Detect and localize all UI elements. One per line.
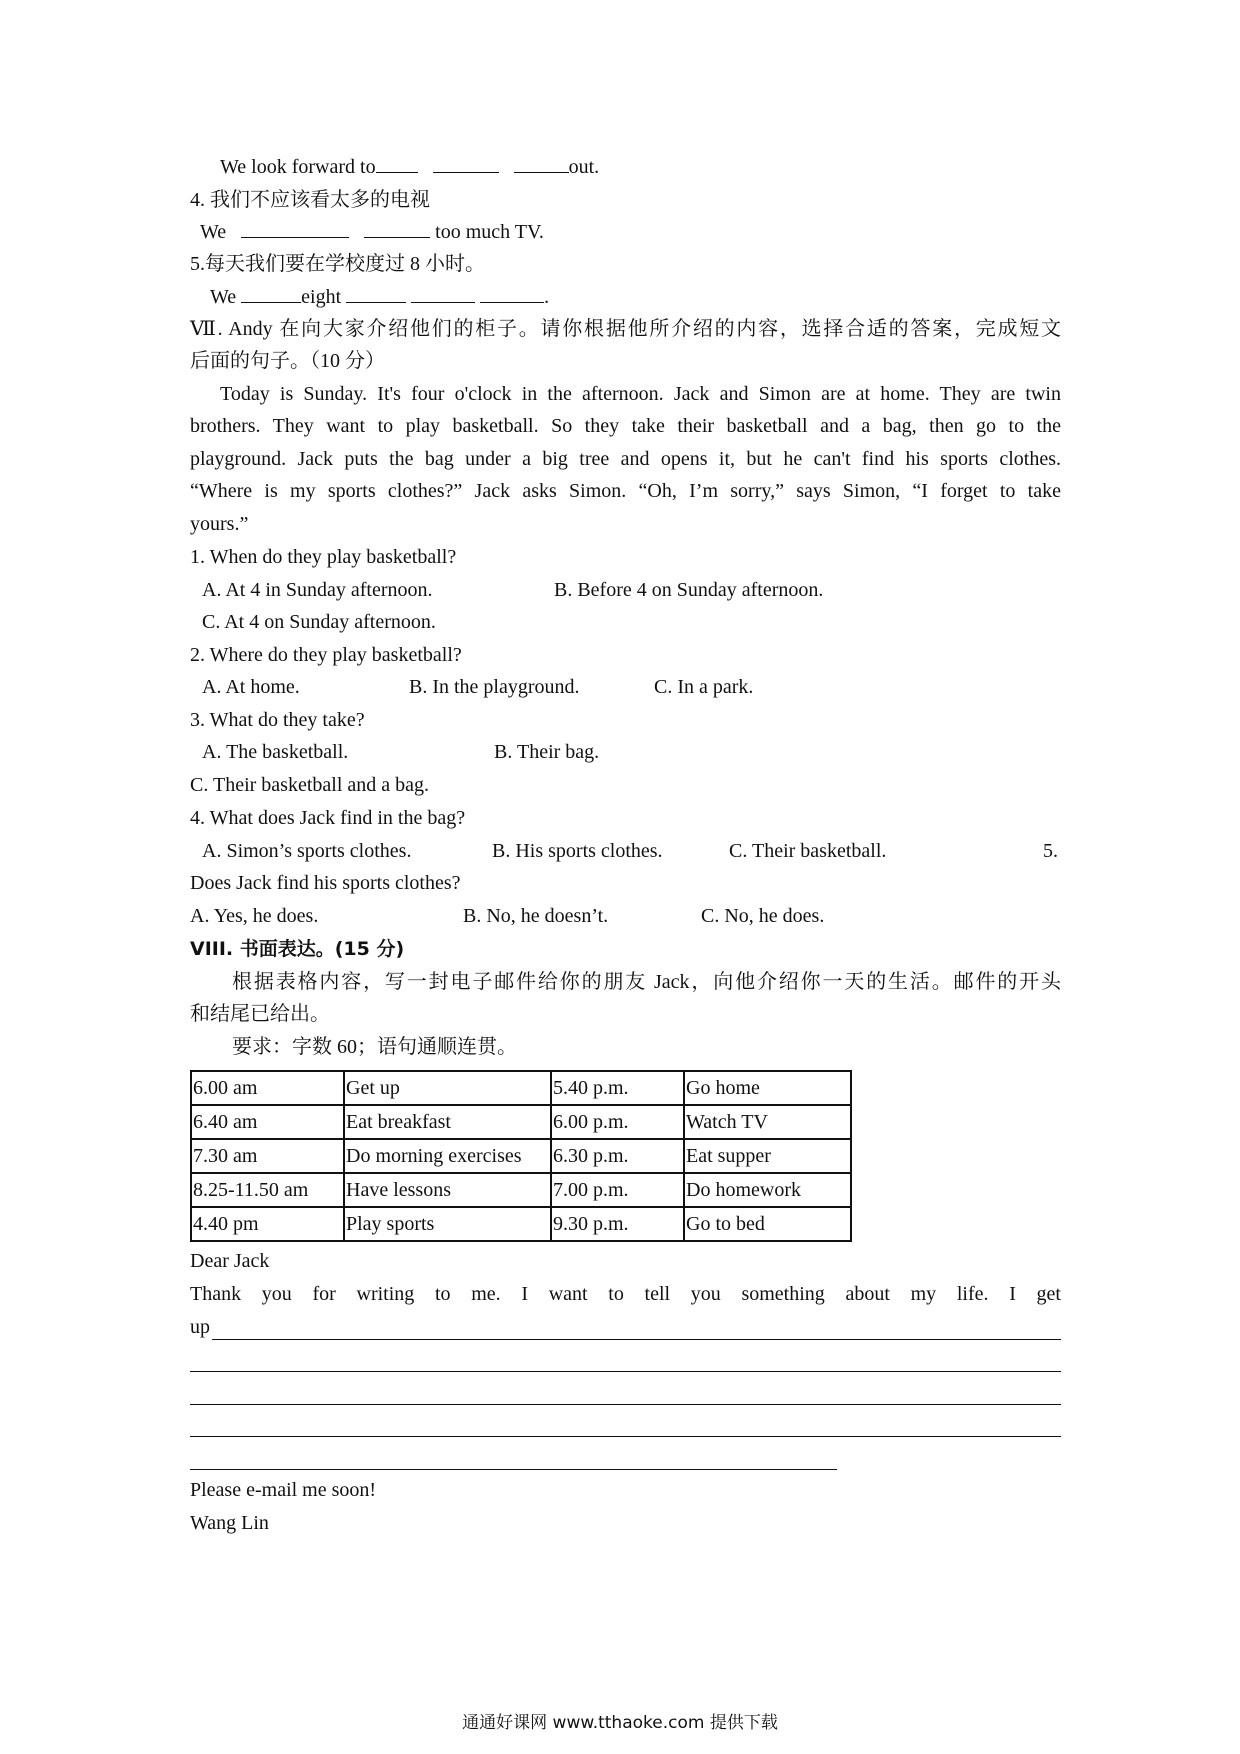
option-2b[interactable]: B. In the playground. <box>409 676 580 698</box>
table-cell: Do homework <box>684 1173 851 1207</box>
option-3a[interactable]: A. The basketball. <box>202 741 349 763</box>
table-cell: Have lessons <box>344 1173 551 1207</box>
table-cell: 6.40 am <box>191 1105 344 1139</box>
question-2: 2. Where do they play basketball? <box>190 644 462 666</box>
writing-line[interactable] <box>190 1436 1061 1437</box>
page-footer: 通通好课网 www.tthaoke.com 提供下载 <box>462 1713 778 1733</box>
option-3b[interactable]: B. Their bag. <box>494 741 600 763</box>
option-1a[interactable]: A. At 4 in Sunday afternoon. <box>202 579 433 601</box>
passage-line: “Where is my sports clothes?” Jack asks Simon. “Oh, I’m sorry,” says Simon, “I forget to take <box>190 480 1061 502</box>
section-7-heading: Ⅶ. Andy 在向大家介绍他们的柜子。请你根据他所介绍的内容，选择合适的答案，完成短文 <box>190 318 1061 340</box>
blank[interactable] <box>411 284 475 303</box>
table-cell: 6.00 am <box>191 1071 344 1105</box>
table-cell: 7.30 am <box>191 1139 344 1173</box>
letter-signature: Wang Lin <box>190 1512 269 1534</box>
writing-line[interactable] <box>212 1339 1061 1340</box>
section-8-requirement: 要求：字数 60；语句通顺连贯。 <box>232 1036 517 1058</box>
table-cell: Get up <box>344 1071 551 1105</box>
table-row <box>191 1071 851 1105</box>
passage-line: Today is Sunday. It's four o'clock in the afternoon. Jack and Simon are at home. They are twin <box>220 383 1061 405</box>
blank[interactable] <box>241 219 349 238</box>
passage-line: yours.” <box>190 513 249 535</box>
option-4a[interactable]: A. Simon’s sports clothes. <box>202 840 412 862</box>
option-4c[interactable]: C. Their basketball. <box>729 840 887 862</box>
question-5-number: 5. <box>1043 840 1058 862</box>
table-cell: 9.30 p.m. <box>551 1207 684 1241</box>
option-4b[interactable]: B. His sports clothes. <box>492 840 663 862</box>
blank[interactable] <box>480 284 544 303</box>
passage-line: brothers. They want to play basketball. So they take their basketball and a bag, then go to the <box>190 415 1061 437</box>
table-cell: Go home <box>684 1071 851 1105</box>
table-cell: 5.40 p.m. <box>551 1071 684 1105</box>
table-cell: Eat breakfast <box>344 1105 551 1139</box>
table-cell: 7.00 p.m. <box>551 1173 684 1207</box>
option-5b[interactable]: B. No, he doesn’t. <box>463 905 609 927</box>
blank[interactable] <box>376 154 418 173</box>
table-cell: Watch TV <box>684 1105 851 1139</box>
question-5-chinese: 5.每天我们要在学校度过 8 小时。 <box>190 253 485 275</box>
question-4-chinese: 4. 我们不应该看太多的电视 <box>190 189 430 211</box>
option-5c[interactable]: C. No, he does. <box>701 905 825 927</box>
writing-line[interactable] <box>190 1404 1061 1405</box>
writing-line[interactable] <box>190 1469 837 1470</box>
table-row <box>191 1207 851 1241</box>
table-cell: 8.25-11.50 am <box>191 1173 344 1207</box>
table-cell: Eat supper <box>684 1139 851 1173</box>
schedule-table <box>190 1070 852 1242</box>
blank[interactable] <box>241 284 301 303</box>
letter-closing: Please e-mail me soon! <box>190 1479 377 1501</box>
section-8-instruction: 根据表格内容，写一封电子邮件给你的朋友 Jack，向他介绍你一天的生活。邮件的开头 <box>232 971 1061 993</box>
table-row <box>191 1139 851 1173</box>
question-5: Does Jack find his sports clothes? <box>190 872 461 894</box>
table-row <box>191 1105 851 1139</box>
letter-line: Thank you for writing to me. I want to tell you something about my life. I get <box>190 1283 1061 1305</box>
option-2a[interactable]: A. At home. <box>202 676 300 698</box>
table-cell: Go to bed <box>684 1207 851 1241</box>
letter-greeting: Dear Jack <box>190 1250 270 1272</box>
fill-sentence-3: We look forward to out. <box>220 156 600 178</box>
option-5a[interactable]: A. Yes, he does. <box>190 905 319 927</box>
question-4: 4. What does Jack find in the bag? <box>190 807 466 829</box>
blank[interactable] <box>346 284 406 303</box>
option-1b[interactable]: B. Before 4 on Sunday afternoon. <box>554 579 824 601</box>
question-1: 1. When do they play basketball? <box>190 546 457 568</box>
section-8-heading: VIII. 书面表达。(15 分) <box>190 938 405 960</box>
option-2c[interactable]: C. In a park. <box>654 676 754 698</box>
table-cell: Do morning exercises <box>344 1139 551 1173</box>
blank[interactable] <box>514 154 569 173</box>
option-1c[interactable]: C. At 4 on Sunday afternoon. <box>202 611 436 633</box>
fill-sentence-4: We too much TV. <box>200 221 544 243</box>
table-cell: Play sports <box>344 1207 551 1241</box>
table-cell: 4.40 pm <box>191 1207 344 1241</box>
passage-line: playground. Jack puts the bag under a big tree and opens it, but he can't find his sports clothes. <box>190 448 1061 470</box>
section-8-instruction-cont: 和结尾已给出。 <box>190 1003 330 1025</box>
letter-line-start: up <box>190 1316 210 1338</box>
writing-line[interactable] <box>190 1371 1061 1372</box>
table-cell: 6.00 p.m. <box>551 1105 684 1139</box>
question-3: 3. What do they take? <box>190 709 365 731</box>
blank[interactable] <box>433 154 499 173</box>
table-cell: 6.30 p.m. <box>551 1139 684 1173</box>
table-row <box>191 1173 851 1207</box>
section-7-heading-cont: 后面的句子。（10 分） <box>190 350 385 372</box>
fill-sentence-5: We eight . <box>210 286 550 308</box>
option-3c[interactable]: C. Their basketball and a bag. <box>190 774 430 796</box>
blank[interactable] <box>364 219 430 238</box>
